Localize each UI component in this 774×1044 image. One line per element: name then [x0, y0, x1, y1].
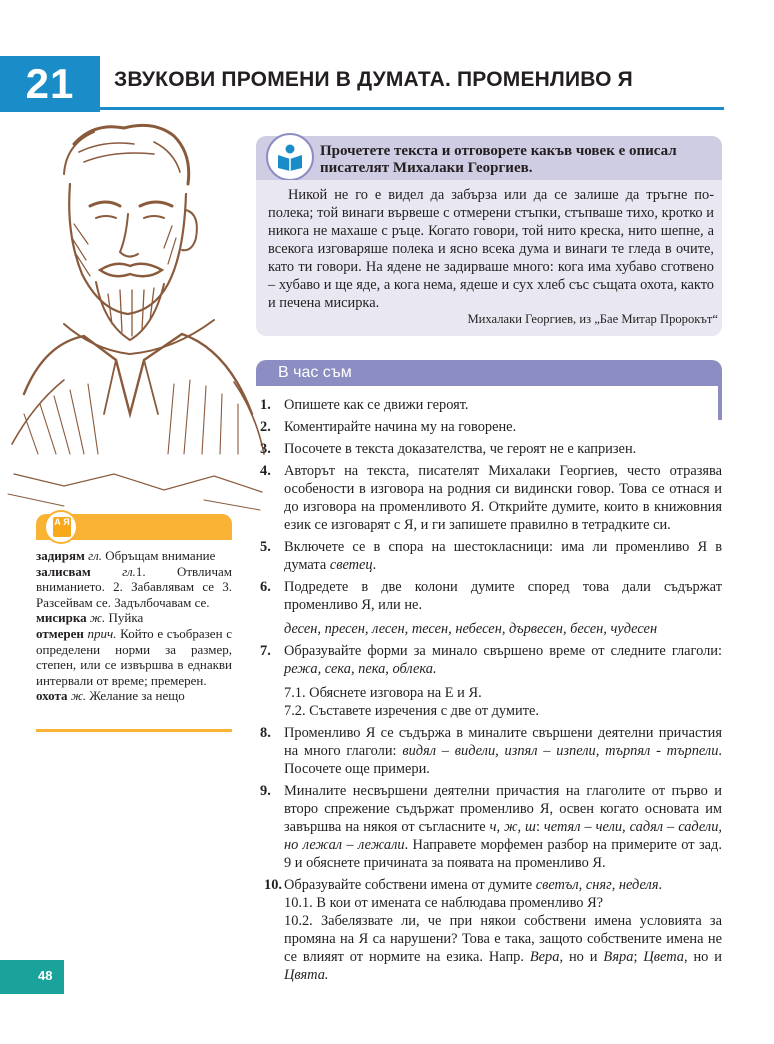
task-6-words: десен, пресен, лесен, тесен, небесен, дървесен, бесен, чудесен	[284, 621, 658, 637]
task-10: 10. Образувайте собствени имена от думите светъл, сняг, неделя. 10.1. В кои от имената се наблюдава променливо Я? 10.2. Забелязвате ли, че при някои собствени имена условията за промяна на Я са нарушени? Това е така, защото собствените имена не се влияят от нормите на езика. Напр. Вера, но и Вяра; Цвета, но и Цвята.	[264, 877, 722, 983]
page-number-box	[0, 960, 64, 994]
lesson-number: 21	[25, 60, 75, 107]
task-10-2: 10.2. Забелязвате ли, че при някои собствени имена условията за промяна на Я са нарушени? Това е така, защото собствените имена не се влияят от нормите на езика. Напр. Вера, но и Вяра; Цвета, но и Цвята.	[284, 913, 722, 983]
glossary	[36, 548, 232, 704]
task-3: 3. Посочете в текста доказателства, че героят не е капризен.	[260, 441, 637, 457]
reader-icon	[275, 142, 305, 172]
glossary-rule	[36, 729, 232, 732]
glossary-entry: отмерен прич. Който е съобразен с определени норми за размер, степен, или се извършва в еднакви интервали от време; премерен.	[36, 625, 232, 688]
page-number: 48	[38, 968, 53, 983]
glossary-entry: залисвам гл.1. Отвличам вниманието. 2. Забавлявам се 3. Разсейвам се. Задълбочавам се.	[36, 563, 232, 610]
dictionary-icon: А Я	[44, 510, 78, 544]
section-title: В час съм	[278, 364, 352, 381]
task-list	[256, 396, 722, 988]
reading-text: Никой не го е видел да забърза или да се залише да тръгне по-полека; той винаги вървеше с отмерени стъпки, стъпваше тихо, кротко и никога не махаше с ръце. Когато говори, той нито креска, нито шепне, а всекога изговаряше полека и ясно всека дума и винаги те гледа в очите, като ти говори. На ядене не задирваше много: кога има хубаво сготвено – хубаво и ще яде, а кога нема, ядеше и сух хлеб със същата охота, както и печена мисирка.	[268, 187, 714, 311]
reading-icon-circle	[266, 133, 314, 181]
title-rule	[100, 107, 724, 110]
task-4: 4. Авторът на текста, писателят Михалаки Георгиев, често отразява особености в изговора на родния си видински говор. Това се отнася и до изговора на променливото Я. Открийте думите, които в книжовния език се изговарят с Я, и ги запишете правилно в тетрадките си.	[260, 463, 722, 533]
task-10-1: 10.1. В кои от имената се наблюдава променливо Я?	[284, 895, 604, 911]
task-1: 1. Опишете как се движи героят.	[260, 397, 469, 413]
task-6: 6. Подредете в две колони думите според това дали съдържат променливо Я, или не. десен, пресен, лесен, тесен, небесен, дървесен, бесен, чудесен	[260, 579, 722, 637]
glossary-entry: мисирка ж. Пуйка	[36, 610, 144, 626]
task-8: 8. Променливо Я се съдържа в миналите свършени деятелни причастия на много глаголи: видял – видели, изпял – изпели, търпял - търпели. Посочете още примери.	[260, 725, 723, 777]
reading-prompt: Прочетете текста и отговорете какъв човек е описал писателят Михалаки Георгиев.	[320, 143, 677, 176]
task-9: 9. Миналите несвършени деятелни причастия на глаголите от първо и второ спрежение съдържат променливо Я, освен когато основата им завършва на някоя от съгласните ч, ж, ш: четял – чели, садял – садели, но лежал – лежали. Направете морфемен разбор на примерите от зад. 9 и обяснете причината за появата на променливо Я.	[260, 783, 722, 871]
glossary-entry: охота ж. Желание за нещо	[36, 688, 185, 704]
lesson-title: ЗВУКОВИ ПРОМЕНИ В ДУМАТА. ПРОМЕНЛИВО Я	[114, 68, 633, 91]
glossary-entry: задирям гл. Обръщам внимание	[36, 548, 216, 563]
author-portrait	[4, 114, 268, 514]
task-2: 2. Коментирайте начина му на говорене.	[260, 419, 517, 435]
task-7-1: 7.1. Обяснете изговора на Е и Я.	[284, 685, 482, 701]
task-7-2: 7.2. Съставете изречения с две от думите.	[284, 703, 539, 719]
task-7: 7. Образувайте форми за минало свършено време от следните глаголи: режа, сека, пека, облека. 7.1. Обяснете изговора на Е и Я. 7.2. Съставете изречения с две от думите.	[260, 643, 722, 719]
task-5: 5. Включете се в спора на шестокласници: има ли променливо Я в думата светец.	[260, 539, 722, 573]
reading-source: Михалаки Георгиев, из „Бае Митар Пророкът“	[467, 312, 718, 326]
